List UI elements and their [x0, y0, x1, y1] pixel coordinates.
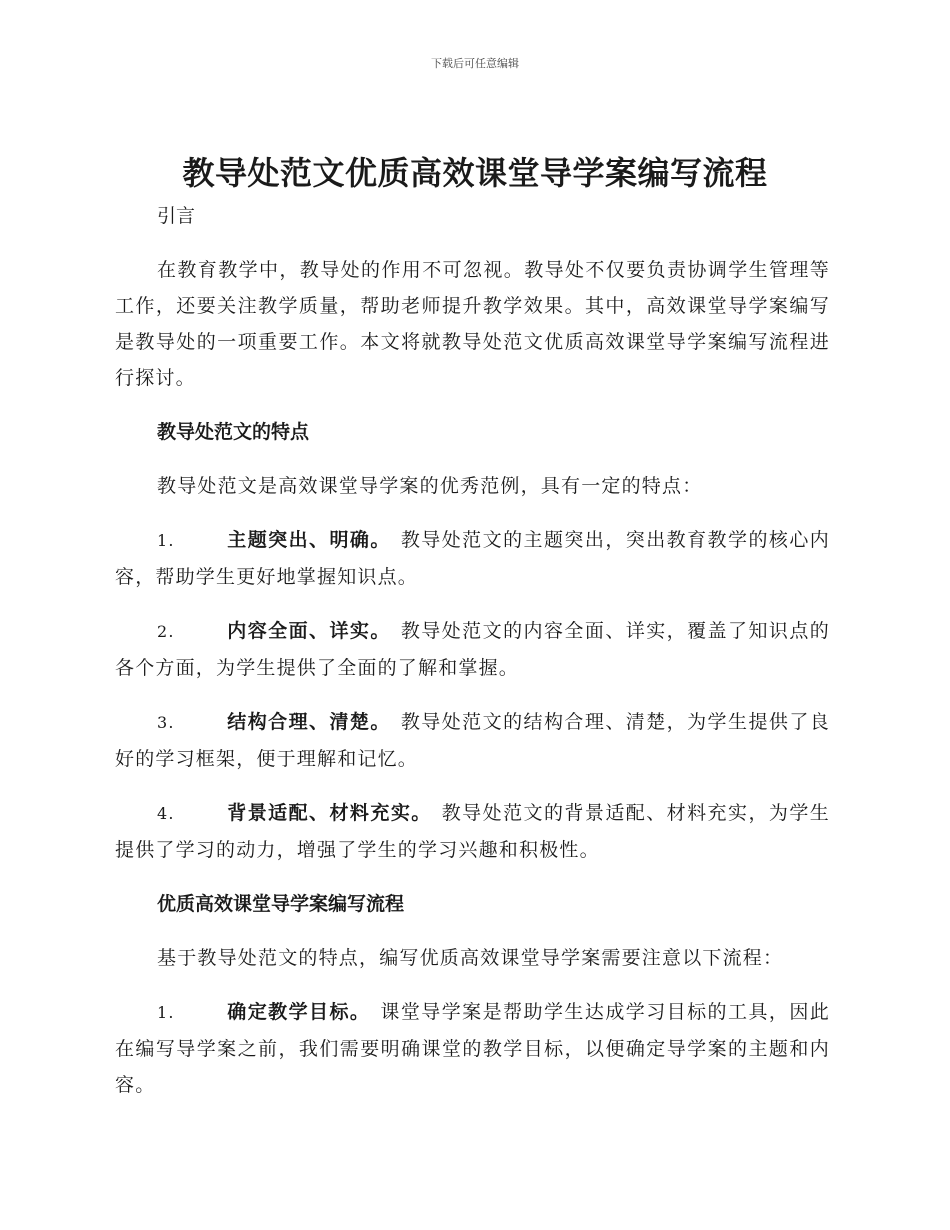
- document-body: [115, 198, 830, 1103]
- list-number: 1.: [157, 1003, 175, 1022]
- list-item-text: 教导处范文的背景适配、材料充实，为学生提供了学习的动力，增强了学生的学习兴趣和积极性。: [115, 802, 830, 861]
- list-item: [115, 994, 830, 1103]
- list-item: [115, 795, 830, 868]
- list-number: 3.: [157, 713, 175, 732]
- list-number: 2.: [157, 622, 175, 641]
- list-item: [115, 522, 830, 595]
- list-item-title: 主题突出、明确。: [227, 529, 391, 551]
- list-number: 4.: [157, 804, 175, 823]
- list-number: 1.: [157, 531, 175, 550]
- section-lead-features: 教导处范文是高效课堂导学案的优秀范例，具有一定的特点：: [157, 475, 703, 497]
- list-item-text: 教导处范文的主题突出，突出教育教学的核心内容，帮助学生更好地掌握知识点。: [115, 529, 831, 588]
- intro-paragraph: 在教育教学中，教导处的作用不可忽视。教导处不仅要负责协调学生管理等工作，还要关注教学质量，帮助老师提升教学效果。其中，高效课堂导学案编写是教导处的一项重要工作。本文将就教导处范文优质高效课堂导学案编写流程进行探讨。: [115, 259, 830, 389]
- list-item-title: 结构合理、清楚。: [227, 711, 391, 733]
- section-heading-process: 优质高效课堂导学案编写流程: [157, 893, 405, 915]
- list-item-text: 课堂导学案是帮助学生达成学习目标的工具，因此在编写导学案之前，我们需要明确课堂的教学目标，以便确定导学案的主题和内容。: [115, 1001, 830, 1096]
- list-item-text: 教导处范文的内容全面、详实，覆盖了知识点的各个方面，为学生提供了全面的了解和掌握。: [115, 620, 831, 679]
- list-item-text: 教导处范文的结构合理、清楚，为学生提供了良好的学习框架，便于理解和记忆。: [115, 711, 831, 770]
- list-item: [115, 704, 830, 777]
- header-note: 下载后可任意编辑: [431, 57, 519, 70]
- section-lead-process: 基于教导处范文的特点，编写优质高效课堂导学案需要注意以下流程：: [157, 947, 784, 969]
- intro-heading: 引言: [157, 205, 196, 227]
- list-item: [115, 613, 830, 686]
- document-title: 教导处范文优质高效课堂导学案编写流程: [182, 154, 768, 192]
- section-heading-features: 教导处范文的特点: [157, 421, 310, 443]
- list-item-title: 确定教学目标。: [227, 1001, 371, 1023]
- list-item-title: 背景适配、材料充实。: [227, 802, 432, 824]
- list-item-title: 内容全面、详实。: [227, 620, 391, 642]
